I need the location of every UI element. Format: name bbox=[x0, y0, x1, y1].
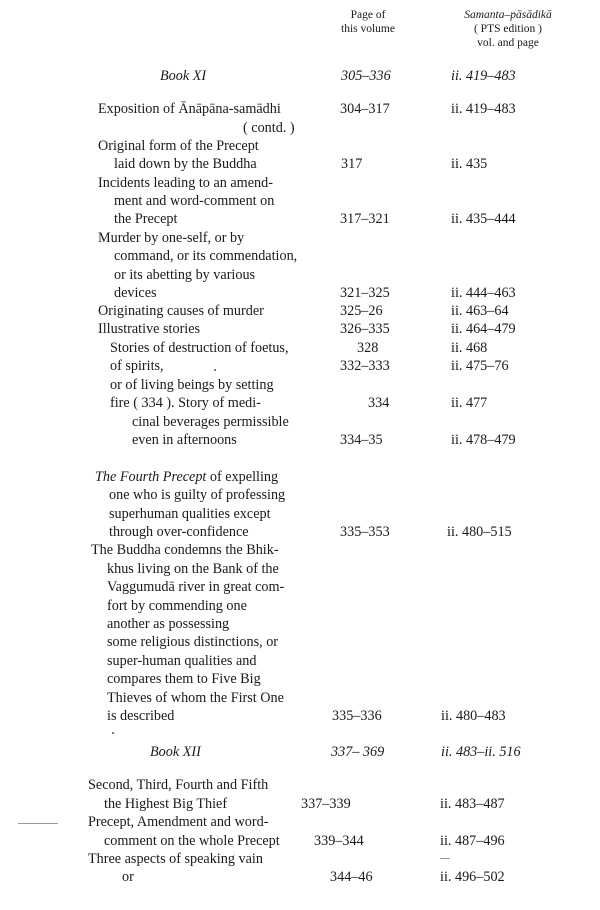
entry-pts: ii. 478–479 bbox=[451, 432, 516, 448]
entry-text-line: Murder by one-self, or by bbox=[98, 230, 245, 246]
entry-text-line: the Precept bbox=[114, 211, 178, 227]
entry-text-line: cinal beverages permissible bbox=[132, 414, 289, 430]
entry-text-line: Exposition of Ānāpāna-samādhi bbox=[98, 101, 281, 117]
entry-page: 332–333 bbox=[340, 358, 390, 374]
entry-text-line: ( contd. ) bbox=[243, 120, 295, 136]
entry-text-line: of spirits, bbox=[110, 358, 164, 374]
entry-text-line: one who is guilty of professing bbox=[109, 487, 286, 503]
entry-page: 321–325 bbox=[340, 285, 390, 301]
entry-text-line: Original form of the Precept bbox=[98, 138, 259, 154]
entry-text-line: khus living on the Bank of the bbox=[107, 561, 279, 577]
entry-page: 334 bbox=[368, 395, 390, 411]
entry-text-line: Originating causes of murder bbox=[98, 303, 264, 319]
entry-text-line: Illustrative stories bbox=[98, 321, 201, 337]
scan-speck bbox=[112, 732, 114, 734]
book-title: Book XII bbox=[150, 744, 201, 760]
scan-mark bbox=[18, 823, 58, 824]
column-header-page bbox=[330, 8, 406, 36]
entry-text-line: through over-confidence bbox=[109, 524, 249, 540]
book-pts-range: ii. 483–ii. 516 bbox=[441, 744, 521, 760]
entry-pts: ii. 487–496 bbox=[440, 833, 505, 849]
entry-text-line: Vaggumudā river in great com- bbox=[107, 579, 285, 595]
entry-pts: ii. 444–463 bbox=[451, 285, 516, 301]
entry-pts: ii. 468 bbox=[451, 340, 488, 356]
entry-text-line: laid down by the Buddha bbox=[114, 156, 257, 172]
entry-text-line: Three aspects of speaking vain bbox=[88, 851, 263, 867]
scan-mark bbox=[440, 858, 450, 859]
book-page-range: 337– 369 bbox=[331, 744, 385, 760]
entry-page: 304–317 bbox=[340, 101, 390, 117]
entry-text-line bbox=[95, 468, 278, 486]
entry-page: 334–35 bbox=[340, 432, 383, 448]
entry-pts: ii. 463–64 bbox=[451, 303, 509, 319]
column-header-samanta-line3: vol. and page bbox=[477, 37, 539, 49]
entry-pts: ii. 480–515 bbox=[447, 524, 512, 540]
entry-pts: ii. 475–76 bbox=[451, 358, 509, 374]
entry-text-line: some religious distinctions, or bbox=[107, 634, 279, 650]
entry-text-line: even in afternoons bbox=[132, 432, 237, 448]
entry-text-line: devices bbox=[114, 285, 157, 301]
entry-page: 335–353 bbox=[340, 524, 390, 540]
entry-pts: ii. 435–444 bbox=[451, 211, 516, 227]
entry-page: 317 bbox=[341, 156, 363, 172]
column-header-samanta-line1: Samanta–pāsādikā bbox=[464, 9, 552, 21]
entry-page: 344–46 bbox=[330, 869, 373, 885]
entry-text-line: superhuman qualities except bbox=[109, 506, 271, 522]
entry-pts: ii. 477 bbox=[451, 395, 488, 411]
entry-page: 325–26 bbox=[340, 303, 383, 319]
entry-text-line: Stories of destruction of foetus, bbox=[110, 340, 289, 356]
book-page-range: 305–336 bbox=[341, 68, 391, 84]
entry-text-rest: of expelling bbox=[206, 469, 279, 485]
entry-text-line: Second, Third, Fourth and Fifth bbox=[88, 777, 269, 793]
entry-text-line: another as possessing bbox=[107, 616, 230, 632]
entry-italic-prefix: The Fourth Precept bbox=[95, 469, 207, 485]
entry-pts: ii. 464–479 bbox=[451, 321, 516, 337]
scan-speck bbox=[214, 369, 216, 371]
entry-text-line: comment on the whole Precept bbox=[104, 833, 280, 849]
entry-text-line: Precept, Amendment and word- bbox=[88, 814, 269, 830]
entry-text-line: command, or its commendation, bbox=[114, 248, 298, 264]
entry-pts: ii. 483–487 bbox=[440, 796, 505, 812]
entry-page: 335–336 bbox=[332, 708, 382, 724]
entry-text-line: The Buddha condemns the Bhik- bbox=[91, 542, 279, 558]
entry-text-line: super-human qualities and bbox=[107, 653, 257, 669]
column-header-samanta-line2: ( PTS edition ) bbox=[473, 23, 543, 35]
column-header-page-line2: this volume bbox=[341, 23, 395, 35]
entry-text-line: the Highest Big Thief bbox=[104, 796, 228, 812]
entry-pts: ii. 435 bbox=[451, 156, 488, 172]
entry-text-line: fort by commending one bbox=[107, 598, 247, 614]
entry-text-line: fire ( 334 ). Story of medi- bbox=[110, 395, 261, 411]
book-title: Book XI bbox=[160, 68, 207, 84]
book-pts-range: ii. 419–483 bbox=[451, 68, 516, 84]
entry-page: 339–344 bbox=[314, 833, 364, 849]
entry-page: 328 bbox=[357, 340, 379, 356]
entry-text-line: ment and word-comment on bbox=[114, 193, 275, 209]
entry-page: 326–335 bbox=[340, 321, 390, 337]
entry-page: 317–321 bbox=[340, 211, 390, 227]
entry-pts: ii. 496–502 bbox=[440, 869, 505, 885]
entry-pts: ii. 419–483 bbox=[451, 101, 516, 117]
entry-text bbox=[98, 100, 281, 118]
entry-text-line: or its abetting by various bbox=[114, 267, 256, 283]
entry-pts: ii. 480–483 bbox=[441, 708, 506, 724]
entry-text-line: or of living beings by setting bbox=[110, 377, 274, 393]
entry-text-line: Incidents leading to an amend- bbox=[98, 175, 273, 191]
entry-text-line: compares them to Five Big bbox=[107, 671, 261, 687]
column-header-page-line1: Page of bbox=[350, 9, 386, 21]
entry-text-line: Thieves of whom the First One bbox=[107, 690, 284, 706]
entry-page: 337–339 bbox=[301, 796, 351, 812]
entry-text-line: or bbox=[122, 869, 134, 885]
column-header-samanta bbox=[448, 8, 568, 50]
entry-text-line: is described bbox=[107, 708, 175, 724]
